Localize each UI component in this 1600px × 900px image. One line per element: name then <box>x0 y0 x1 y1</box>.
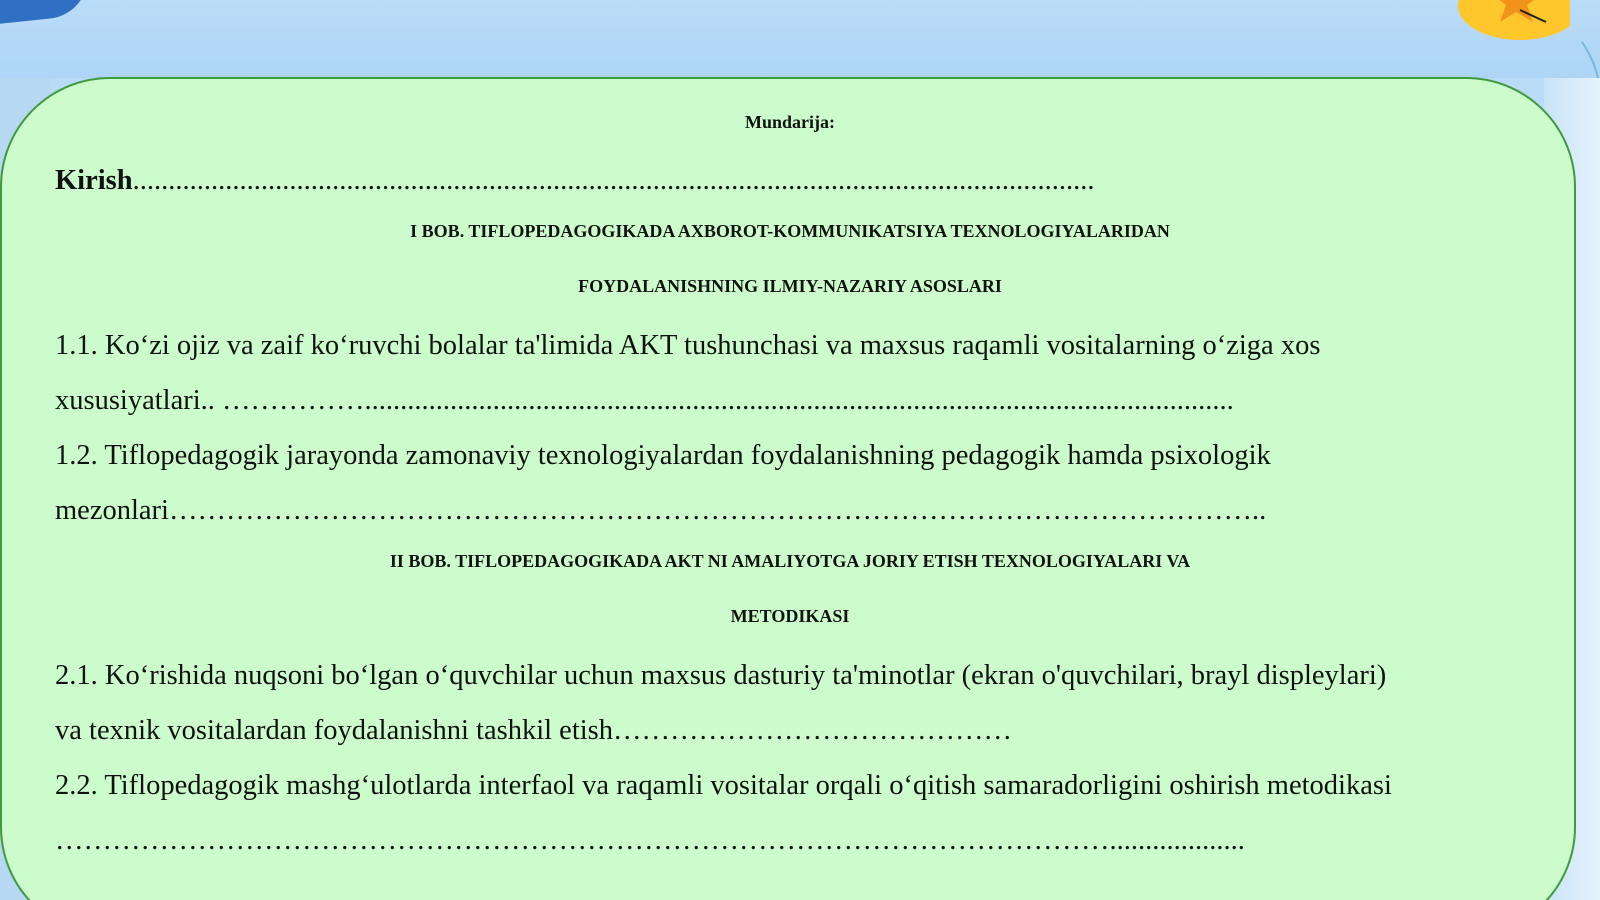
toc-entry-2-1-line-1: 2.1. Ko‘rishida nuqsoni bo‘lgan o‘quvchilar uchun maxsus dasturiy ta'minotlar (ekran o'quvchilari, brayl displeylari) <box>55 660 1387 691</box>
toc-entry-1-1-line-2: xususiyatlari.. …………….......................................................................................................................... <box>55 385 1234 416</box>
toc-title: Mundarija: <box>745 112 835 132</box>
toc-entry-2-1-line-2: va texnik vositalardan foydalanishni tashkil etish…………………………………… <box>55 715 1013 746</box>
decorative-star-icon <box>1420 0 1570 48</box>
toc-entry-2-2-line-2: …………………………………………………………………………………………………................... <box>55 825 1245 856</box>
chapter-1-heading-line-2: FOYDALANISHNING ILMIY-NAZARIY ASOSLARI <box>578 276 1002 296</box>
toc-entry-1-2-line-1: 1.2. Tiflopedagogik jarayonda zamonaviy texnologiyalardan foydalanishning pedagogik hamda psixologik <box>55 440 1271 471</box>
chapter-1-heading-line-1: I BOB. TIFLOPEDAGOGIKADA AXBOROT-KOMMUNIKATSIYA TEXNOLOGIYALARIDAN <box>410 221 1170 241</box>
toc-entry-2-2-line-1: 2.2. Tiflopedagogik mashg‘ulotlarda interfaol va raqamli vositalar orqali o‘qitish samaradorligini oshirish metodikasi <box>55 770 1392 801</box>
toc-entry-intro <box>55 167 1094 196</box>
chapter-2-heading-line-2: METODIKASI <box>730 606 850 626</box>
toc-entry-1-1-line-1: 1.1. Ko‘zi ojiz va zaif ko‘ruvchi bolalar ta'limida AKT tushunchasi va maxsus raqamli vositalarning o‘ziga xos <box>55 330 1321 361</box>
chapter-2-heading-line-1: II BOB. TIFLOPEDAGOGIKADA AKT NI AMALIYOTGA JORIY ETISH TEXNOLOGIYALARI VA <box>389 551 1191 571</box>
toc-entry-1-2-line-2: mezonlari…………………………………………………………………………………………………….. <box>55 495 1267 526</box>
toc-entry-intro-label: Kirish <box>55 165 133 196</box>
table-of-contents-card <box>0 77 1576 900</box>
slide-top-band <box>0 0 1600 78</box>
toc-entry-intro-leader: ....................................................................................................................................... <box>132 165 1095 196</box>
decorative-curve <box>1580 40 1600 80</box>
